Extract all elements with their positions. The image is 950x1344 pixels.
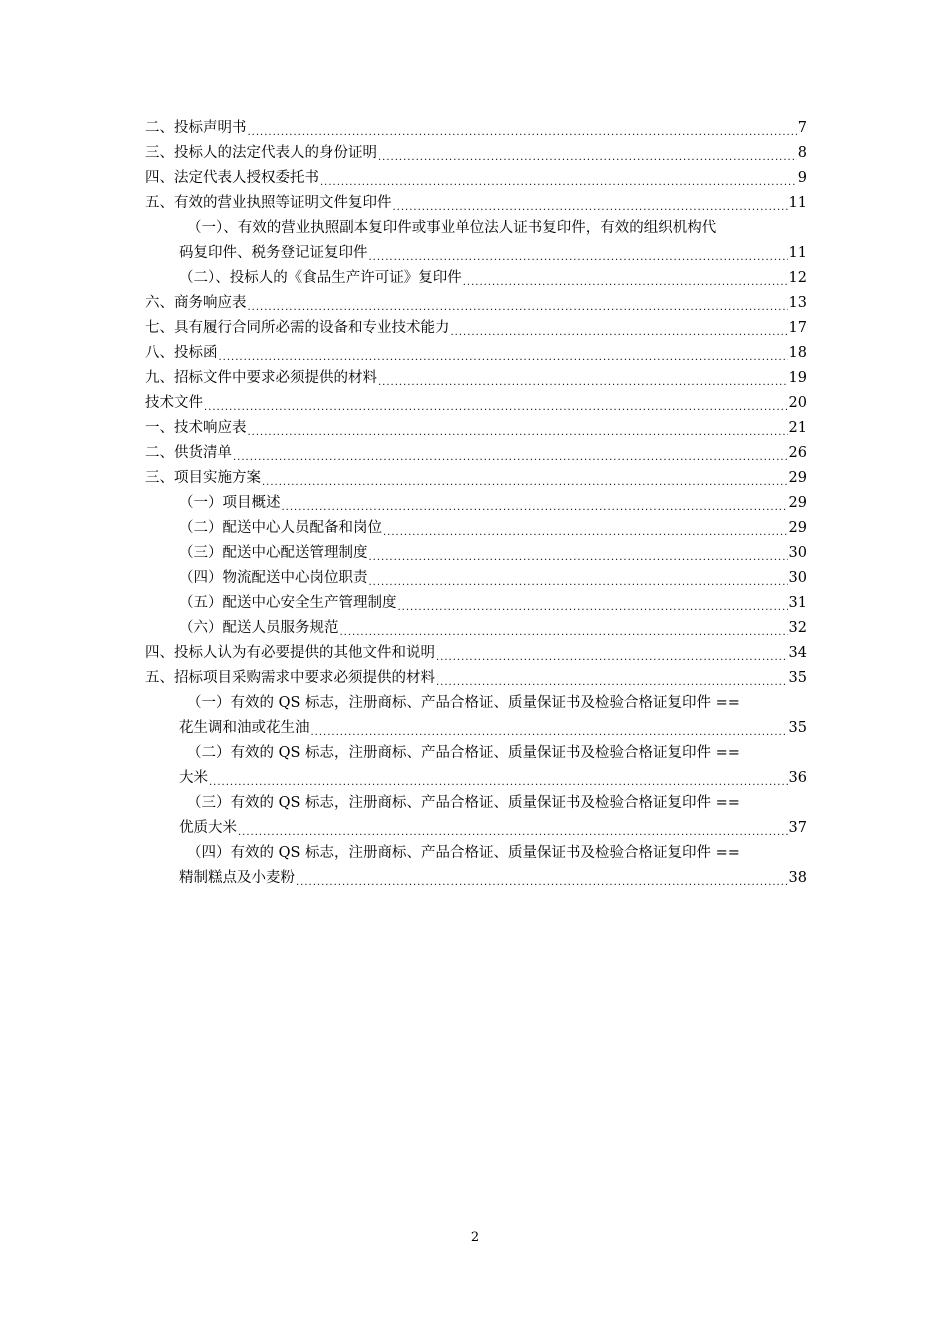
toc-entry[interactable] (145, 391, 807, 416)
toc-entry-title: （三）配送中心配送管理制度 (179, 545, 368, 561)
toc-entry[interactable] (145, 341, 807, 366)
toc-entry-page: 29 (788, 470, 807, 486)
toc-entry[interactable] (145, 416, 807, 441)
toc-entry-title: 五、有效的营业执照等证明文件复印件 (145, 195, 392, 211)
toc-entry-page: 21 (788, 420, 807, 436)
toc-entry-page: 18 (788, 345, 807, 361)
toc-leader-dots (248, 299, 788, 316)
toc-entry[interactable] (145, 316, 807, 341)
toc-entry[interactable] (145, 266, 807, 291)
toc-entry-title-line1: （三）有效的 QS 标志，注册商标、产品合格证、质量保证书及检验合格证复印件 == (187, 795, 740, 811)
toc-entry[interactable] (145, 491, 807, 516)
toc-entry-title: 三、项目实施方案 (145, 470, 261, 486)
toc-entry-title: 一、技术响应表 (145, 420, 247, 436)
toc-entry-page: 35 (788, 720, 807, 736)
toc-entry-page: 29 (788, 495, 807, 511)
toc-leader-dots (436, 649, 788, 666)
toc-entry-title: 精制糕点及小麦粉 (179, 870, 295, 886)
toc-entry-title: 技术文件 (145, 395, 203, 411)
toc-entry[interactable] (145, 466, 807, 491)
toc-entry-page: 29 (788, 520, 807, 536)
toc-leader-dots (369, 574, 788, 591)
toc-entry-page: 38 (788, 870, 807, 886)
toc-entry-page: 11 (788, 195, 807, 211)
toc-entry-title: 优质大米 (179, 820, 237, 836)
toc-leader-dots (262, 474, 788, 491)
toc-entry-page: 34 (788, 645, 807, 661)
toc-entry-title: 四、法定代表人授权委托书 (145, 170, 319, 186)
toc-leader-dots (311, 724, 788, 741)
toc-leader-dots (369, 549, 788, 566)
toc-entry[interactable] (145, 441, 807, 466)
page-number: 2 (470, 1230, 480, 1245)
toc-leader-dots (219, 349, 788, 366)
toc-entry-page: 36 (788, 770, 807, 786)
toc-entry-page: 7 (797, 120, 807, 136)
toc-leader-dots (296, 874, 788, 891)
toc-entry-page: 31 (788, 595, 807, 611)
toc-entry-title: （二）配送中心人员配备和岗位 (179, 520, 382, 536)
toc-entry[interactable] (145, 791, 807, 841)
toc-leader-dots (248, 424, 788, 441)
toc-entry-title: 六、商务响应表 (145, 295, 247, 311)
toc-leader-dots (320, 174, 797, 191)
toc-entry-title-line1: （一）有效的 QS 标志，注册商标、产品合格证、质量保证书及检验合格证复印件 == (187, 695, 740, 711)
toc-entry[interactable] (145, 641, 807, 666)
toc-entry[interactable] (145, 191, 807, 216)
toc-entry[interactable] (145, 516, 807, 541)
toc-leader-dots (233, 449, 788, 466)
toc-leader-dots (369, 249, 788, 266)
toc-entry-page: 30 (788, 570, 807, 586)
toc-entry-page: 20 (788, 395, 807, 411)
toc-entry-title: 三、投标人的法定代表人的身份证明 (145, 145, 377, 161)
toc-entry[interactable] (145, 841, 807, 891)
toc-entry-page: 13 (788, 295, 807, 311)
toc-entry-title-line1: （二）有效的 QS 标志，注册商标、产品合格证、质量保证书及检验合格证复印件 == (187, 745, 740, 761)
toc-entry[interactable] (145, 116, 807, 141)
toc-entry-page: 8 (797, 145, 807, 161)
toc-entry-page: 12 (788, 270, 807, 286)
toc-entry-page: 32 (788, 620, 807, 636)
toc-entry-page: 30 (788, 545, 807, 561)
toc-leader-dots (282, 499, 788, 516)
toc-entry-title: 九、招标文件中要求必须提供的材料 (145, 370, 377, 386)
toc-entry-title: 二、供货清单 (145, 445, 232, 461)
toc-entry-title: 二、投标声明书 (145, 120, 247, 136)
toc-leader-dots (398, 599, 788, 616)
toc-entry[interactable] (145, 566, 807, 591)
toc-leader-dots (204, 399, 788, 416)
toc-entry-title: （五）配送中心安全生产管理制度 (179, 595, 397, 611)
toc-entry[interactable] (145, 141, 807, 166)
toc-entry-title: 四、投标人认为有必要提供的其他文件和说明 (145, 645, 435, 661)
toc-leader-dots (436, 674, 788, 691)
toc-entry-page: 37 (788, 820, 807, 836)
toc-leader-dots (340, 624, 788, 641)
toc-leader-dots (393, 199, 788, 216)
toc-entry-title: （一）项目概述 (179, 495, 281, 511)
toc-entry[interactable] (145, 691, 807, 741)
toc-entry-title: 花生调和油或花生油 (179, 720, 310, 736)
toc-entry[interactable] (145, 216, 807, 266)
toc-entry-title: 八、投标函 (145, 345, 218, 361)
toc-entry-page: 9 (797, 170, 807, 186)
toc-entry[interactable] (145, 541, 807, 566)
toc-entry-title: 大米 (179, 770, 208, 786)
toc-entry-title: 码复印件、税务登记证复印件 (179, 245, 368, 261)
toc-entry-page: 17 (788, 320, 807, 336)
toc-entry[interactable] (145, 591, 807, 616)
toc-leader-dots (463, 274, 788, 291)
toc-entry-title: 七、具有履行合同所必需的设备和专业技术能力 (145, 320, 450, 336)
toc-entry[interactable] (145, 666, 807, 691)
toc-leader-dots (383, 524, 788, 541)
toc-entry-title: （六）配送人员服务规范 (179, 620, 339, 636)
toc-entry-title-line1: （一）、有效的营业执照副本复印件或事业单位法人证书复印件，有效的组织机构代 (187, 220, 717, 236)
toc-entry[interactable] (145, 166, 807, 191)
toc-entry[interactable] (145, 366, 807, 391)
toc-entry-page: 35 (788, 670, 807, 686)
toc-leader-dots (451, 324, 788, 341)
toc-entry[interactable] (145, 291, 807, 316)
toc-leader-dots (238, 824, 788, 841)
toc-entry-title: （四）物流配送中心岗位职责 (179, 570, 368, 586)
toc-entry-page: 26 (788, 445, 807, 461)
toc-entry-title: （二）、投标人的《食品生产许可证》复印件 (179, 270, 462, 286)
toc-entry-title-line1: （四）有效的 QS 标志，注册商标、产品合格证、质量保证书及检验合格证复印件 == (187, 845, 740, 861)
toc-entry-page: 19 (788, 370, 807, 386)
toc-leader-dots (248, 124, 797, 141)
toc-entry[interactable] (145, 741, 807, 791)
toc-leader-dots (378, 374, 788, 391)
toc-entry[interactable] (145, 616, 807, 641)
toc-leader-dots (209, 774, 788, 791)
table-of-contents (145, 116, 807, 891)
toc-entry-page: 11 (788, 245, 807, 261)
toc-entry-title: 五、招标项目采购需求中要求必须提供的材料 (145, 670, 435, 686)
toc-leader-dots (378, 149, 797, 166)
